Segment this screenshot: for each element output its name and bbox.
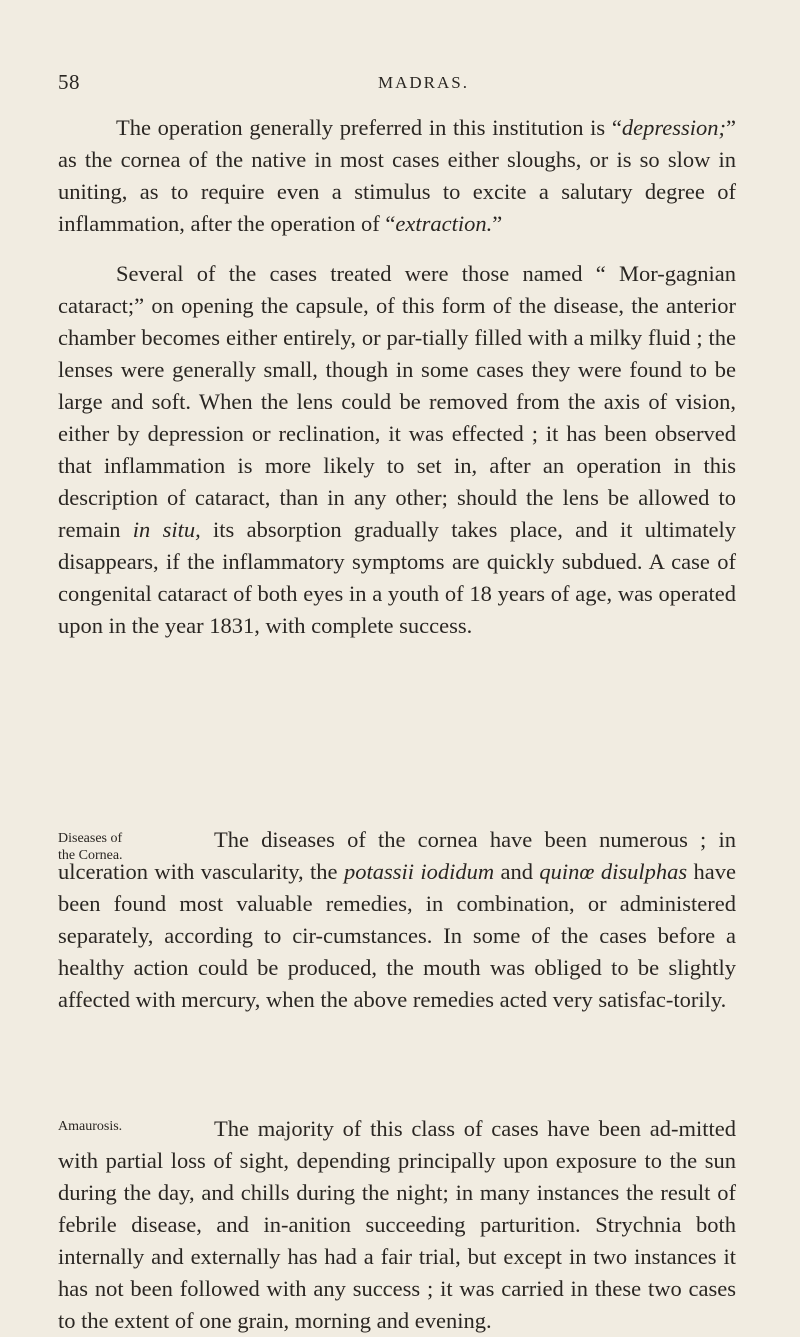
- p1-text-before: The operation generally preferred in this institution is “: [116, 115, 622, 140]
- p1-text-mid: ” as the cornea of the native in most cases either sloughs, or is so slow in uniting, as to require even a stimulus to excite a salutary degree of inflammation, after the operation of “: [58, 115, 736, 236]
- page-header: [58, 70, 698, 100]
- p2-emphasis-in-situ: in situ,: [132, 517, 201, 542]
- p3-text-before: The diseases of the cornea have been numerous ; in ulceration with vascularity, the: [58, 827, 736, 884]
- p1-text-after: ”: [492, 211, 503, 236]
- p1-emphasis-depression: depression;: [621, 115, 726, 140]
- side-note-amaurosis: Amaurosis.: [58, 1119, 123, 1134]
- p3-emphasis-potassii: potassii iodidum: [343, 859, 495, 884]
- paragraph-morgagnian-cataract: [58, 258, 736, 642]
- page-number: 58: [58, 70, 80, 94]
- p2-text-before: Several of the cases treated were those named “ Mor-gagnian cataract;” on opening the capsule, of this form of the disease, the anterior chamber becomes either entirely, or par-tially filled with a milky fluid ; the lenses were generally small, though in some cases they were found to be large and soft. When the lens could be removed from the axis of vision, either by depression or reclination, it was effected ; it has been observed that inflammation is more likely to set in, after an operation in this description of cataract, than in any other; should the lens be allowed to remain: [58, 261, 736, 542]
- paragraph-amaurosis: [58, 1113, 736, 1337]
- p3-text-after: have been found most valuable remedies, in combination, or administered separately, according to cir-cumstances. In some of the cases before a healthy action could be produced, the mouth was obliged to be slightly affected with mercury, when the above remedies acted very satisfac-torily.: [58, 859, 736, 1012]
- p3-text-mid: and: [494, 859, 540, 884]
- p4-text: The majority of this class of cases have been ad-mitted with partial loss of sight, depending principally upon exposure to the sun during the day, and chills during the night; in many instances the result of febrile disease, and in-anition succeeding parturition. Strychnia both internally and externally has had a fair trial, but except in two instances it has not been followed with any success ; it was carried in these two cases to the extent of one grain, morning and evening.: [58, 1116, 736, 1333]
- running-head: MADRAS.: [378, 73, 469, 92]
- p1-emphasis-extraction: extraction.: [395, 211, 493, 236]
- paragraph-cornea: [58, 824, 736, 1016]
- p3-emphasis-quinae: quinœ disulphas: [539, 859, 688, 884]
- p2-text-after: its absorption gradually takes place, and it ultimately disappears, if the inflammatory symptoms are quickly subdued. A case of congenital cataract of both eyes in a youth of 18 years of age, was operated upon in the year 1831, with complete success.: [58, 517, 736, 638]
- side-note-cornea: Diseases of the Cornea.: [58, 831, 123, 863]
- paragraph-operation: [58, 112, 736, 240]
